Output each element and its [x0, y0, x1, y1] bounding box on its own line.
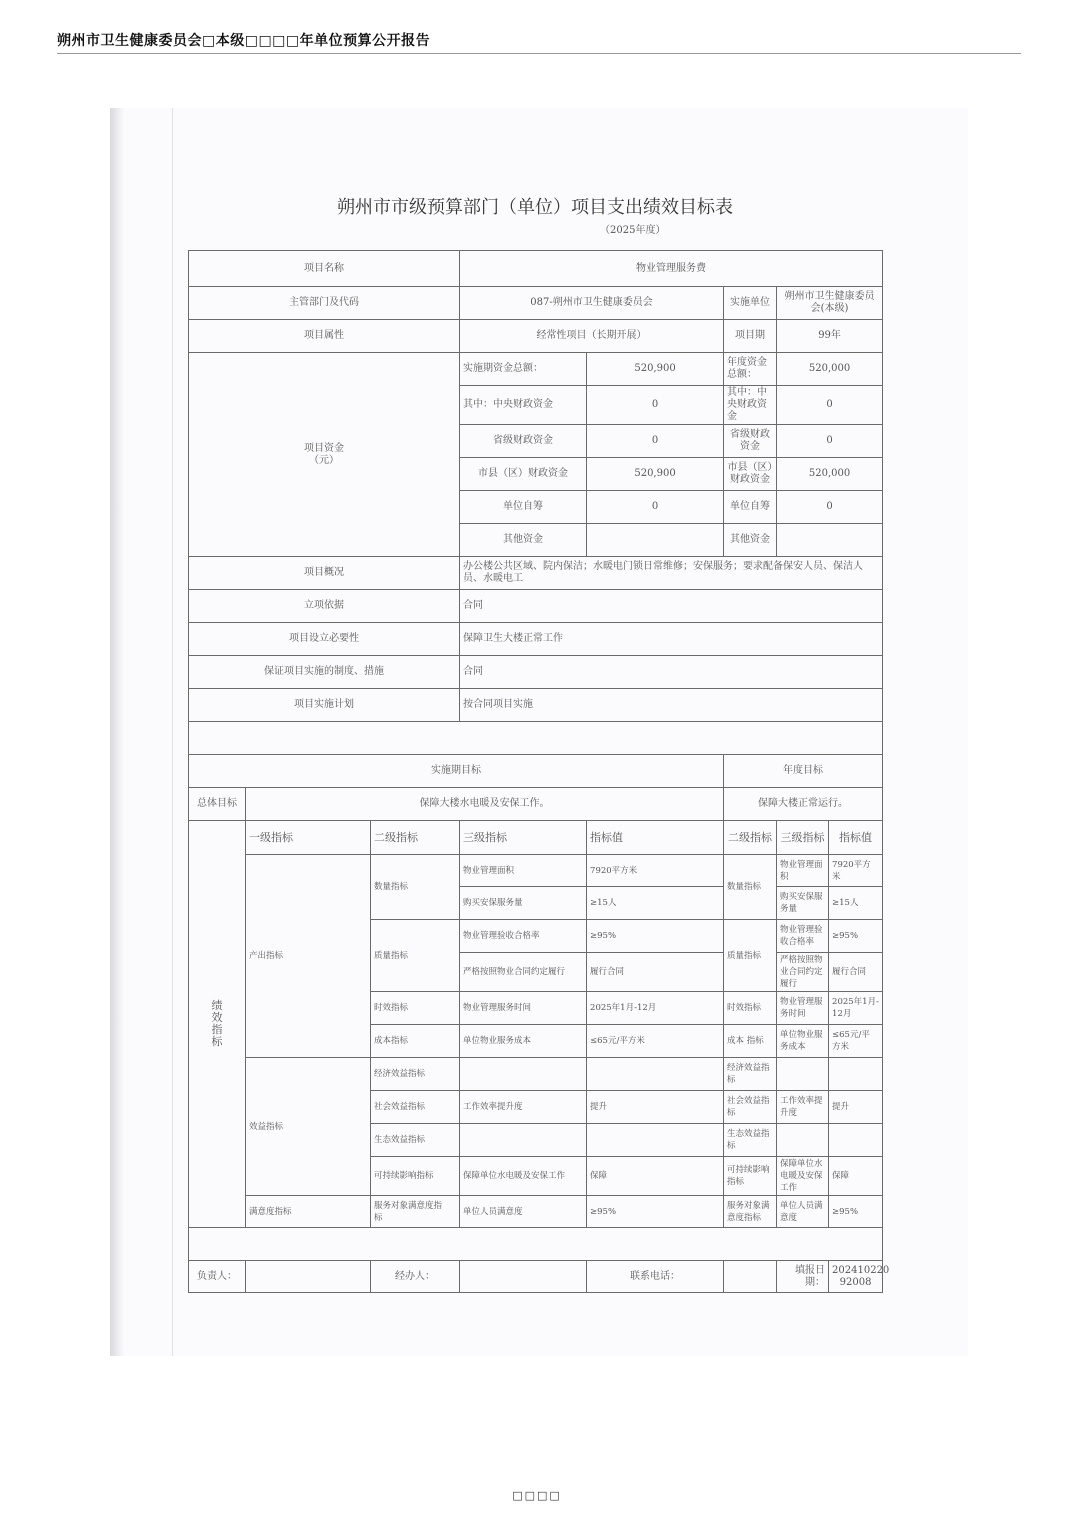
row-necessity — [189, 623, 883, 656]
document-year: （2025年度） — [600, 225, 666, 236]
label-project-attr: 项目属性 — [189, 320, 460, 353]
time-annual-value: 2025年1月- 12月 — [829, 992, 883, 1025]
cost-l2: 成本指标 — [371, 1025, 460, 1058]
quantity-r1-value: 7920平方米 — [587, 855, 724, 887]
quality-r2-annual-value: 履行合同 — [829, 953, 883, 992]
cost-annual-l3: 单位物业服 务成本 — [777, 1025, 829, 1058]
sustain-annual-l3: 保障单位水 电暖及安保 工作 — [777, 1157, 829, 1196]
document-title: 朔州市市级预算部门（单位）项目支出绩效目标表 — [337, 197, 733, 218]
value-measures: 合同 — [460, 656, 883, 689]
social-l2: 社会效益指标 — [371, 1091, 460, 1124]
time-l2: 时效指标 — [371, 992, 460, 1025]
quality-l2: 质量指标 — [371, 920, 460, 992]
header-annual-level3: 三级指标 — [777, 821, 829, 855]
label-output: 产出指标 — [246, 855, 371, 1058]
label-handler: 经办人： — [371, 1261, 460, 1293]
label-total-period: 实施期资金总额： — [460, 353, 587, 386]
row-blank-1 — [189, 722, 883, 755]
row-plan — [189, 689, 883, 722]
row-signoff — [189, 1261, 883, 1293]
satisfaction-value: ≥95% — [587, 1196, 724, 1228]
header-level1: 一级指标 — [246, 821, 371, 855]
quality-r1-l3: 物业管理验收合格率 — [460, 920, 587, 953]
quality-r2-l3: 严格按照物业合同约定履行 — [460, 953, 587, 992]
page-header-title: 朔州市卫生健康委员会□本级□□□□年单位预算公开报告 — [57, 33, 431, 49]
quantity-l2: 数量指标 — [371, 855, 460, 920]
value-total-period: 520,900 — [587, 353, 724, 386]
label-project-name: 项目名称 — [189, 251, 460, 287]
time-value: 2025年1月-12月 — [587, 992, 724, 1025]
social-value: 提升 — [587, 1091, 724, 1124]
value-provincial-annual: 0 — [777, 425, 883, 458]
value-overview: 办公楼公共区域、院内保洁；水暖电门锁日常维修；安保服务；要求配备保安人员、保洁人员、水暖电工 — [460, 557, 883, 590]
row-overview — [189, 557, 883, 590]
label-other-annual: 其他资金 — [724, 524, 777, 557]
value-project-attr: 经常性项目（长期开展） — [460, 320, 724, 353]
cost-annual-value: ≤65元/平 方米 — [829, 1025, 883, 1058]
blank-cell — [189, 1228, 883, 1261]
row-measures — [189, 656, 883, 689]
header-level2: 二级指标 — [371, 821, 460, 855]
row-blank-2 — [189, 1228, 883, 1261]
label-overall-goal: 总体目标 — [189, 788, 246, 821]
value-impl-unit: 朔州市卫生健康委员 会(本级) — [777, 287, 883, 320]
value-phone — [724, 1261, 777, 1293]
value-city-annual: 520,000 — [777, 458, 883, 491]
time-annual-l3: 物业管理服 务时间 — [777, 992, 829, 1025]
quality-r2-value: 履行合同 — [587, 953, 724, 992]
header-level3: 三级指标 — [460, 821, 587, 855]
time-l3: 物业管理服务时间 — [460, 992, 587, 1025]
ecological-annual-l2: 生态效益指 标 — [724, 1124, 777, 1157]
label-annual-goal: 年度目标 — [724, 755, 883, 788]
label-perf-indicators: 绩 效 指 标 — [189, 821, 246, 1228]
row-satisfaction — [189, 1196, 883, 1228]
social-annual-l3: 工作效率提 升度 — [777, 1091, 829, 1124]
satisfaction-annual-l2: 服务对象满 意度指标 — [724, 1196, 777, 1228]
header-divider — [57, 53, 1021, 54]
satisfaction-annual-value: ≥95% — [829, 1196, 883, 1228]
quantity-r1-annual-l3: 物业管理面 积 — [777, 855, 829, 887]
value-necessity: 保障卫生大楼正常工作 — [460, 623, 883, 656]
cost-annual-l2: 成本 指标 — [724, 1025, 777, 1058]
label-project-period: 项目期 — [724, 320, 777, 353]
satisfaction-annual-l3: 单位人员满 意度 — [777, 1196, 829, 1228]
quality-r1-value: ≥95% — [587, 920, 724, 953]
value-self-annual: 0 — [777, 491, 883, 524]
label-phone: 联系电话： — [587, 1261, 724, 1293]
page-number: □□□□ — [512, 1489, 562, 1502]
label-other: 其他资金 — [460, 524, 587, 557]
sustain-value: 保障 — [587, 1157, 724, 1196]
quantity-annual-l2: 数量指标 — [724, 855, 777, 920]
value-other-period — [587, 524, 724, 557]
label-fill-date: 填报日 期： — [777, 1261, 829, 1293]
row-economic — [189, 1058, 883, 1091]
value-city-period: 520,900 — [587, 458, 724, 491]
economic-value — [587, 1058, 724, 1091]
blank-cell — [189, 722, 883, 755]
ecological-l3 — [460, 1124, 587, 1157]
label-self-annual: 单位自筹 — [724, 491, 777, 524]
quantity-r2-value: ≥15人 — [587, 887, 724, 920]
ecological-value — [587, 1124, 724, 1157]
quality-annual-l2: 质量指标 — [724, 920, 777, 992]
label-city: 市县（区）财政资金 — [460, 458, 587, 491]
value-fill-date: 202410220 92008 — [829, 1261, 883, 1293]
label-dept-code: 主管部门及代码 — [189, 287, 460, 320]
value-project-name: 物业管理服务费 — [460, 251, 883, 287]
label-basis: 立项依据 — [189, 590, 460, 623]
time-annual-l2: 时效指标 — [724, 992, 777, 1025]
ecological-l2: 生态效益指标 — [371, 1124, 460, 1157]
header-annual-value: 指标值 — [829, 821, 883, 855]
label-city-annual: 市县（区）财政资金 — [724, 458, 777, 491]
sustain-l3: 保障单位水电暖及安保工作 — [460, 1157, 587, 1196]
value-self-period: 0 — [587, 491, 724, 524]
value-basis: 合同 — [460, 590, 883, 623]
value-overall-annual: 保障大楼正常运行。 — [724, 788, 883, 821]
label-benefit: 效益指标 — [246, 1058, 371, 1196]
satisfaction-l3: 单位人员满意度 — [460, 1196, 587, 1228]
header-indicator-value: 指标值 — [587, 821, 724, 855]
header-annual-level2: 二级指标 — [724, 821, 777, 855]
row-project-name — [189, 251, 883, 287]
row-basis — [189, 590, 883, 623]
label-provincial: 省级财政资金 — [460, 425, 587, 458]
value-other-annual — [777, 524, 883, 557]
row-project-attr — [189, 320, 883, 353]
economic-annual-l3 — [777, 1058, 829, 1091]
economic-annual-l2: 经济效益指 标 — [724, 1058, 777, 1091]
value-central-annual: 0 — [777, 386, 883, 425]
sustain-annual-l2: 可持续影响 指标 — [724, 1157, 777, 1196]
quality-r2-annual-l3: 严格按照物 业合同约定 履行 — [777, 953, 829, 992]
economic-l3 — [460, 1058, 587, 1091]
label-impl-goal: 实施期目标 — [189, 755, 724, 788]
value-plan: 按合同项目实施 — [460, 689, 883, 722]
label-provincial-annual: 省级财政资金 — [724, 425, 777, 458]
scan-binding-line — [172, 108, 173, 1356]
label-satisfaction: 满意度指标 — [246, 1196, 371, 1228]
label-funds: 项目资金 （元） — [189, 353, 460, 557]
row-quantity-1 — [189, 855, 883, 887]
value-overall-impl: 保障大楼水电暖及安保工作。 — [246, 788, 724, 821]
value-provincial-period: 0 — [587, 425, 724, 458]
value-project-period: 99年 — [777, 320, 883, 353]
quantity-r2-l3: 购买安保服务量 — [460, 887, 587, 920]
quantity-r1-l3: 物业管理面积 — [460, 855, 587, 887]
economic-annual-value — [829, 1058, 883, 1091]
performance-target-table — [188, 250, 890, 1293]
quantity-r2-annual-l3: 购买安保服 务量 — [777, 887, 829, 920]
label-necessity: 项目设立必要性 — [189, 623, 460, 656]
quality-r1-annual-l3: 物业管理验 收合格率 — [777, 920, 829, 953]
value-handler — [460, 1261, 587, 1293]
economic-l2: 经济效益指标 — [371, 1058, 460, 1091]
row-goal-header — [189, 755, 883, 788]
scan-shadow-edge — [110, 108, 124, 1356]
quality-r1-annual-value: ≥95% — [829, 920, 883, 953]
row-indicator-header — [189, 821, 883, 855]
label-impl-unit: 实施单位 — [724, 287, 777, 320]
label-plan: 项目实施计划 — [189, 689, 460, 722]
cost-value: ≤65元/平方米 — [587, 1025, 724, 1058]
value-central-period: 0 — [587, 386, 724, 425]
label-central: 其中：中央财政资金 — [460, 386, 587, 425]
value-responsible — [246, 1261, 371, 1293]
row-dept-code — [189, 287, 883, 320]
social-annual-value: 提升 — [829, 1091, 883, 1124]
sustain-l2: 可持续影响指标 — [371, 1157, 460, 1196]
value-annual-total: 520,000 — [777, 353, 883, 386]
label-annual-total: 年度资金总额： — [724, 353, 777, 386]
social-l3: 工作效率提升度 — [460, 1091, 587, 1124]
ecological-annual-l3 — [777, 1124, 829, 1157]
label-overview: 项目概况 — [189, 557, 460, 590]
quantity-r2-annual-value: ≥15人 — [829, 887, 883, 920]
social-annual-l2: 社会效益指 标 — [724, 1091, 777, 1124]
value-dept-code: 087-朔州市卫生健康委员会 — [460, 287, 724, 320]
label-self: 单位自筹 — [460, 491, 587, 524]
label-responsible: 负责人： — [189, 1261, 246, 1293]
cost-l3: 单位物业服务成本 — [460, 1025, 587, 1058]
row-overall-goal — [189, 788, 883, 821]
satisfaction-l2: 服务对象满意度指 标 — [371, 1196, 460, 1228]
label-central-annual: 其中：中央财政资金 — [724, 386, 777, 425]
ecological-annual-value — [829, 1124, 883, 1157]
row-funds-total — [189, 353, 883, 386]
quantity-r1-annual-value: 7920平方米 — [829, 855, 883, 887]
label-measures: 保证项目实施的制度、措施 — [189, 656, 460, 689]
sustain-annual-value: 保障 — [829, 1157, 883, 1196]
